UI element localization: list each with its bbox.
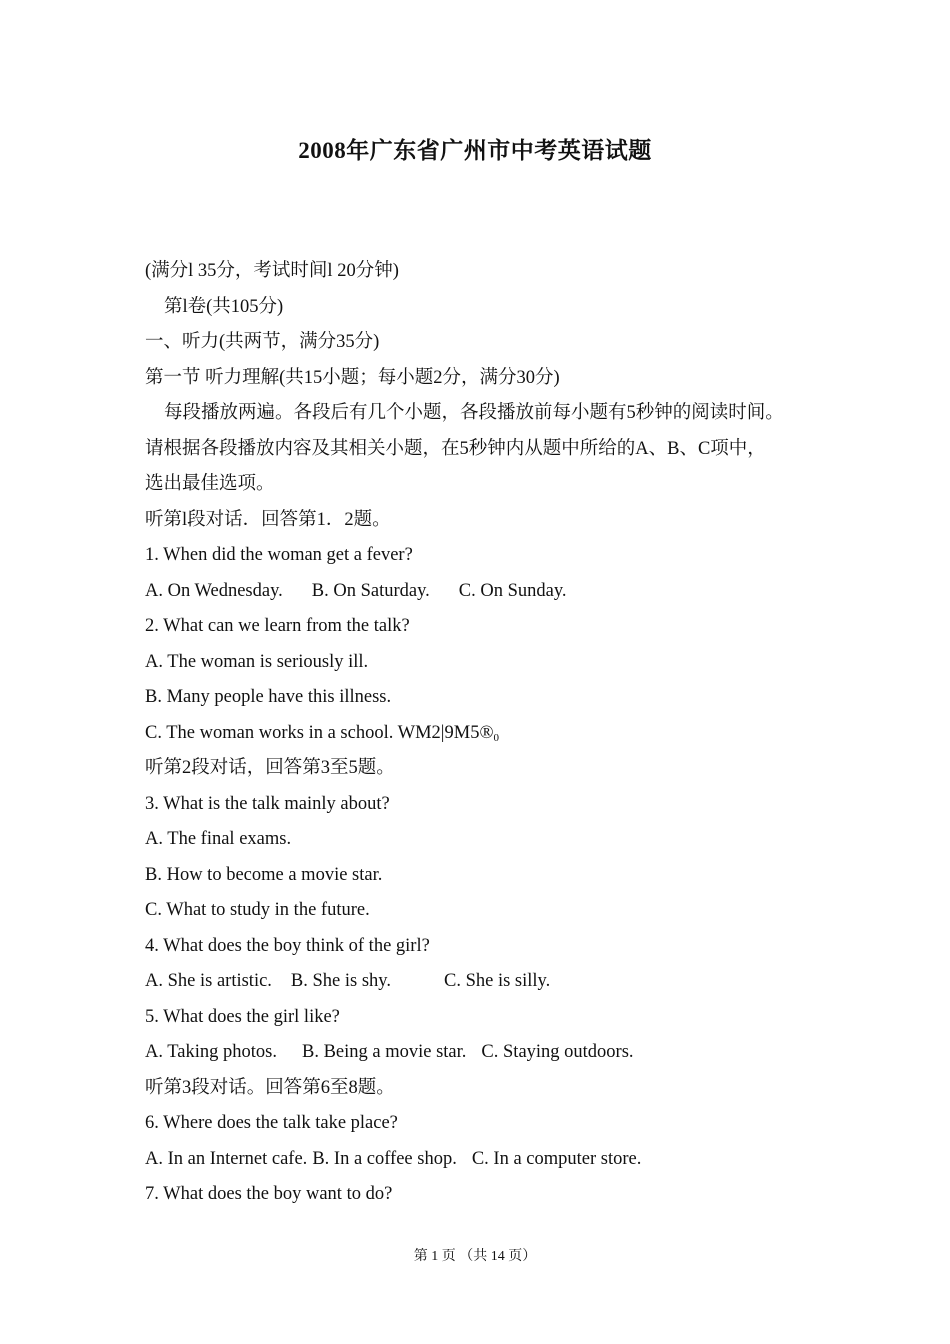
option-a: A. In an Internet cafe. [145, 1148, 308, 1169]
option-b: B. In a coffee shop. [312, 1148, 457, 1169]
option-c: C. The woman works in a school. WM2|9M5® [145, 722, 494, 743]
option-row [145, 964, 825, 1000]
question: 7. What does the boy want to do? [145, 1184, 393, 1204]
dialog-heading: 听第3段对话。回答第6至8题。 [145, 1077, 395, 1098]
page-footer: 第 1 页 （共 14 页） [413, 1249, 537, 1264]
dialog-heading: 听第2段对话，回答第3至5题。 [145, 758, 395, 778]
question: 5. What does the girl like? [145, 1006, 340, 1027]
question: 1. When did the woman get a fever? [145, 545, 413, 565]
option-c-subscript: 0 [493, 731, 500, 744]
instruction-line: 选出最佳选项。 [145, 474, 275, 494]
option-b: B. She is shy. [290, 971, 391, 991]
section-heading: 第一节 听力理解(共15小题；每小题2分，满分30分) [145, 367, 560, 388]
option-row [145, 716, 825, 752]
option-row [145, 1035, 825, 1071]
option-c: C. She is silly. [443, 971, 551, 991]
question: 6. Where does the talk take place? [145, 1113, 398, 1133]
option-a: A. The final exams. [145, 829, 292, 849]
option-a: A. On Wednesday. [145, 580, 283, 601]
question: 4. What does the boy think of the girl? [145, 935, 430, 956]
option-a: A. The woman is seriously ill. [145, 651, 369, 672]
option-c: C. Staying outdoors. [481, 1042, 634, 1062]
document-title: 2008年广东省广州市中考英语试题 [298, 138, 652, 163]
option-c: C. What to study in the future. [145, 900, 370, 920]
option-b: B. Many people have this illness. [145, 687, 392, 707]
option-a: A. She is artistic. [145, 971, 272, 991]
question: 2. What can we learn from the talk? [145, 616, 410, 636]
exam-info: (满分l 35分，考试时间l 20分钟) [145, 261, 399, 281]
option-row [145, 574, 825, 610]
volume-heading: 第l卷(共105分) [164, 296, 284, 317]
document-body [145, 254, 825, 1213]
part-heading: 一、听力(共两节，满分35分) [145, 332, 380, 352]
option-a: A. Taking photos. [145, 1042, 277, 1062]
question: 3. What is the talk mainly about? [145, 793, 390, 814]
option-c: C. On Sunday. [458, 580, 567, 601]
option-b: B. Being a movie star. [301, 1042, 467, 1062]
instruction-line: 请根据各段播放内容及其相关小题，在5秒钟内从题中所给的A、B、C项中， [145, 438, 766, 459]
option-b: B. On Saturday. [311, 580, 430, 601]
dialog-heading: 听第l段对话．回答第1．2题。 [145, 509, 391, 530]
instruction-line: 每段播放两遍。各段后有几个小题，各段播放前每小题有5秒钟的阅读时间。 [164, 403, 784, 423]
option-b: B. How to become a movie star. [145, 864, 383, 885]
option-c: C. In a computer store. [471, 1148, 642, 1169]
option-row [145, 1142, 825, 1178]
